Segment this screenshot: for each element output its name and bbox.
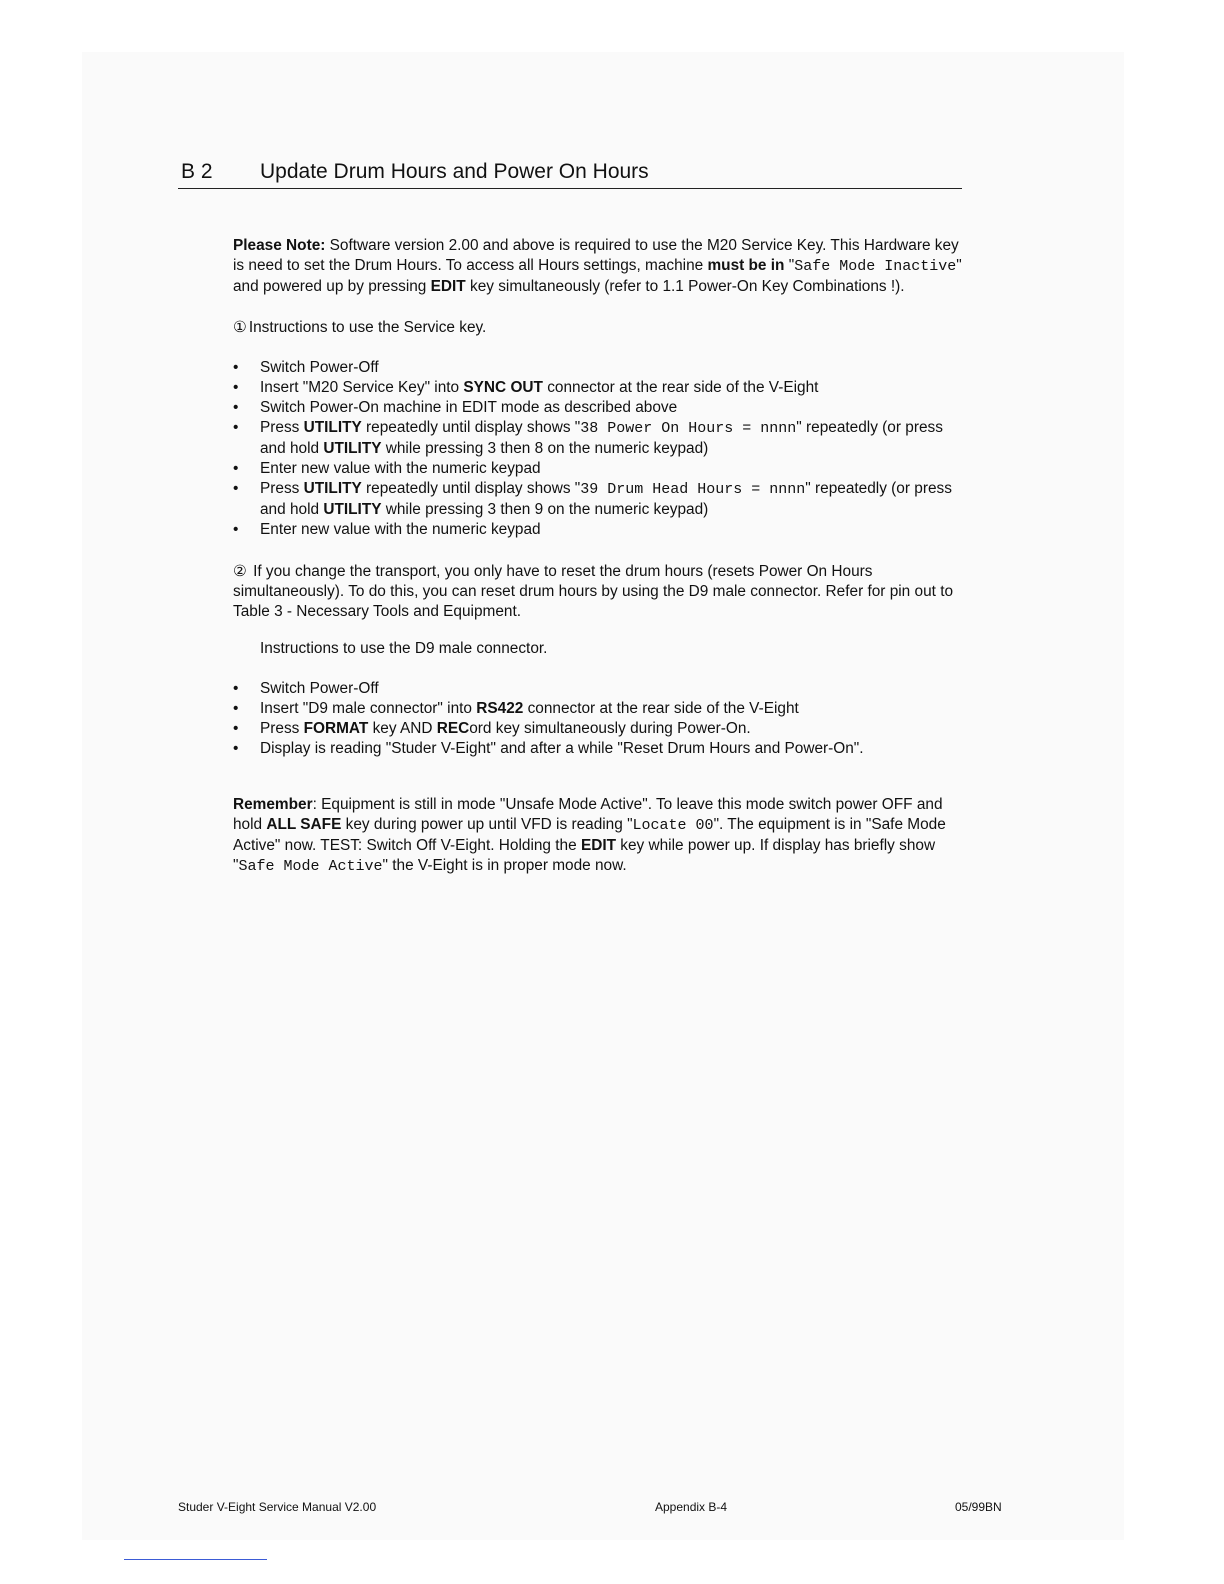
list-item: • Display is reading "Studer V-Eight" and after a while "Reset Drum Hours and Power-On". xyxy=(233,739,963,759)
note-label: Please Note: xyxy=(233,237,326,254)
footer-date-code: 05/99BN xyxy=(955,1500,1002,1514)
list-item: • Insert "D9 male connector" into RS422 connector at the rear side of the V-Eight xyxy=(233,699,963,719)
scan-edge-line xyxy=(124,1559,267,1560)
section-number: B 2 xyxy=(181,160,213,183)
transport-change-paragraph: ② If you change the transport, you only have to reset the drum hours (resets Power On Hours simultaneously). To do this, you can reset drum hours by using the D9 male connector. Refer for pin out to Table 3 - Necessary Tools and Equipment. xyxy=(233,563,954,620)
section-heading xyxy=(178,158,962,189)
list-item: • Press FORMAT key AND RECord key simultaneously during Power-On. xyxy=(233,719,963,739)
service-key-instructions-heading: ① Instructions to use the Service key. xyxy=(233,319,487,336)
circled-two-marker: ② xyxy=(233,563,247,580)
service-key-steps-list xyxy=(233,358,963,540)
list-item: • Switch Power-Off xyxy=(233,358,963,378)
circled-one-marker: ① xyxy=(233,319,247,336)
section-title: Update Drum Hours and Power On Hours xyxy=(260,160,649,183)
list-item: • Enter new value with the numeric keypad xyxy=(233,459,963,479)
display-text-drum-head-hours: 39 Drum Head Hours = nnnn xyxy=(580,481,806,498)
list-item: • Switch Power-On machine in EDIT mode as described above xyxy=(233,398,963,418)
footer-manual-title: Studer V-Eight Service Manual V2.00 xyxy=(178,1500,377,1514)
list-item: • Enter new value with the numeric keypad xyxy=(233,520,963,540)
content-body xyxy=(233,236,963,877)
d9-instructions-heading: Instructions to use the D9 male connector. xyxy=(260,640,548,657)
remember-paragraph: Remember: Equipment is still in mode "Unsafe Mode Active". To leave this mode switch power OFF and hold ALL SAFE key during power up until VFD is reading "Locate 00". The equipment is in "Safe Mode Active" now. TEST: Switch Off V-Eight. Holding the EDIT key while power up. If display has briefly show "Safe Mode Active" the V-Eight is in proper mode now. xyxy=(233,796,946,875)
list-item: • Press UTILITY repeatedly until display shows "38 Power On Hours = nnnn" repeatedly (or press and hold UTILITY while pressing 3 then 8 on the numeric keypad) xyxy=(233,418,963,459)
remember-label: Remember xyxy=(233,796,313,813)
display-text-safe-mode-inactive: Safe Mode Inactive xyxy=(794,258,957,275)
display-text-power-on-hours: 38 Power On Hours = nnnn xyxy=(580,420,797,437)
display-text-locate: Locate 00 xyxy=(632,817,714,834)
list-item: • Press UTILITY repeatedly until display shows "39 Drum Head Hours = nnnn" repeatedly (or press and hold UTILITY while pressing 3 then 9 on the numeric keypad) xyxy=(233,479,963,520)
footer-page-number: Appendix B-4 xyxy=(655,1500,728,1514)
please-note-paragraph: Please Note: Software version 2.00 and above is required to use the M20 Service Key. This Hardware key is need to set the Drum Hours. To access all Hours settings, machine must be in "Safe Mode Inactive" and powered up by pressing EDIT key simultaneously (refer to 1.1 Power-On Key Combinations !). xyxy=(233,237,962,295)
display-text-safe-mode-active: Safe Mode Active xyxy=(238,858,383,875)
d9-steps-list xyxy=(233,679,963,759)
list-item: • Insert "M20 Service Key" into SYNC OUT connector at the rear side of the V-Eight xyxy=(233,378,963,398)
list-item: • Switch Power-Off xyxy=(233,679,963,699)
